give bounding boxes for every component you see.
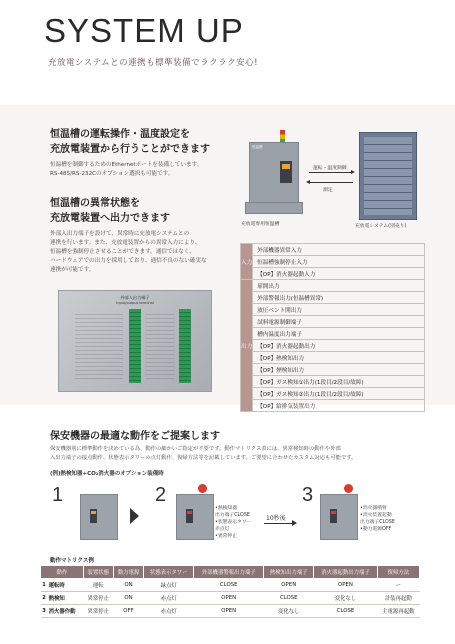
io-item: 【OP】ガス検知②出力(1段目/2段目/故障) (253, 388, 425, 400)
terminal-block-left (129, 309, 141, 383)
terminal-panel-title: 外部入出力端子 (120, 295, 150, 300)
section1-heading-line1: 恒温槽の運転操作・温度設定を (50, 129, 190, 140)
io-row (241, 280, 425, 292)
control-panel (90, 509, 97, 523)
io-row (241, 388, 425, 400)
io-row (241, 364, 425, 376)
chamber-base (245, 202, 303, 214)
terminal-labels-right (145, 311, 175, 381)
arrow-left-icon (306, 180, 310, 184)
matrix-header: 装置状態 (83, 566, 113, 579)
matrix-header: 復帰方法 (377, 566, 419, 579)
terminal-block-right (179, 309, 191, 383)
io-row (241, 376, 425, 388)
page-title: SYSTEM UP (44, 12, 244, 49)
page-subtitle: 充放電システムとの連携も標準装備でラクラク安心! (48, 58, 259, 68)
io-item: 【OP】消火器起動入力 (253, 268, 425, 280)
chamber-unit: 恒温槽 (249, 142, 299, 204)
section1-body-line1: 恒温槽を制御するためのEthernetポートを装備しています。 (50, 162, 203, 168)
system-diagram (235, 124, 423, 234)
io-item: 槽内温度出力端子 (253, 328, 425, 340)
io-item: 試料電源制御端子 (253, 316, 425, 328)
step3-number: 3 (302, 484, 314, 506)
step2-machine (176, 494, 214, 540)
io-row (241, 340, 425, 352)
matrix-header: 外部機器警報出力端子 (194, 566, 264, 579)
alarm-icon (344, 484, 353, 493)
matrix-table (40, 565, 420, 618)
io-item: 放圧ベント開出力 (253, 304, 425, 316)
section2-body-line: 恒温槽を強制停止させることができます。通信ではなく、 (50, 249, 195, 255)
io-item: 恒温槽強制停止入力 (253, 256, 425, 268)
control-display (282, 164, 290, 169)
section2-body-line: 連携を行います。また、充放電装置からの異常入力により、 (50, 240, 201, 246)
step1-machine (80, 494, 118, 540)
step3-bullets: •消火器噴射 •消火装置起動 出力端子CLOSE •動力電源OFF (360, 506, 395, 532)
measure-arrow (309, 182, 353, 183)
io-row (241, 316, 425, 328)
input-label: 入力 (241, 244, 253, 280)
io-row (241, 304, 425, 316)
matrix-header: 動作 (41, 566, 84, 579)
charge-discharge-cabinet (359, 132, 417, 220)
io-row (241, 256, 425, 268)
matrix-row: 2 熱検知 異常停止 ON 赤点灯 OPEN CLOSE 変化なし 計装再起動 (41, 592, 420, 605)
matrix-row: 1 運転時 運転 ON 緑点灯 CLOSE OPEN OPEN ー (41, 579, 420, 592)
step3-machine (320, 494, 358, 540)
alarm-icon (198, 484, 207, 493)
matrix-header: 消火器起動出力端子 (314, 566, 377, 579)
io-table (240, 243, 425, 412)
terminal-labels-left (75, 311, 123, 381)
section2-body-line: 外部入出力端子を設けて、異常時に充放電システムとの (50, 231, 190, 237)
io-item: 扉開出力 (253, 280, 425, 292)
io-item: 外部機器異常入力 (253, 244, 425, 256)
step2-number: 2 (155, 484, 167, 506)
section1 (50, 127, 210, 179)
io-row (241, 244, 425, 256)
io-row (241, 328, 425, 340)
section3-body-line2: 入出力端子の接点動作、状態表示タワーの点灯動作、復帰方法等を記載しています。ご要望に合わせたカスタム対応も可能です。 (50, 455, 357, 461)
terminal-panel-photo (58, 290, 212, 392)
matrix-header: 動力電源 (113, 566, 143, 579)
control-arrow (309, 172, 353, 173)
example-label: (例)熱検知器+CO₂消火器のオプション装備時 (50, 471, 164, 477)
section2-heading-line2: 充放電装置へ出力できます (50, 213, 170, 224)
io-item: 【OP】消火器起動出力 (253, 340, 425, 352)
section2-heading-line1: 恒温槽の異常状態を (50, 198, 140, 209)
arrow-right-icon (292, 520, 297, 526)
control-label: 運転・温度制御 (313, 166, 347, 171)
output-label: 出力 (241, 280, 253, 412)
matrix-header-row (41, 566, 420, 579)
section3-heading: 保安機器の最適な動作をご提案します (50, 431, 220, 442)
time-arrow-line (264, 523, 294, 524)
control-panel (330, 509, 337, 523)
control-panel (280, 161, 292, 183)
io-row (241, 352, 425, 364)
step2-bullets: •熱検知器 出力端子CLOSE •状態表示タワー 赤点灯 •異常停止 (215, 506, 252, 539)
io-item: 【OP】給排気装置出力 (253, 400, 425, 412)
io-row (241, 268, 425, 280)
matrix-row: 3 消火器作動 異常停止 OFF 赤点灯 OPEN 変化なし CLOSE 主電源再起動 (41, 605, 420, 618)
section3-body-line1: 保安機器別に標準動作を決めている為、動作の細かいご指定が不要です。動作マトリクス表には、異常検知時の動作や外部 (50, 446, 341, 452)
step-arrow-icon (130, 508, 139, 524)
section2-body (50, 230, 207, 275)
matrix-title: 動作マトリクス例 (50, 558, 94, 564)
caption-cabinet: 充放電システム(別売り) (355, 224, 407, 229)
arrow-right-icon (351, 170, 355, 174)
step1-number: 1 (52, 484, 64, 506)
io-item: 【OP】ガス検知①出力(1段目/2段目/故障) (253, 376, 425, 388)
section1-body-line2: RS-485/RS-232Cのオプション選択も可能です。 (50, 171, 174, 177)
io-item: 外部警報出力(恒温槽異常) (253, 292, 425, 304)
io-row (241, 292, 425, 304)
terminal-panel-subtitle: Input/output terminal (116, 301, 154, 305)
io-item: 【OP】煙検知出力 (253, 364, 425, 376)
caption-chamber: 充放電専用恒温槽 (241, 222, 280, 227)
control-panel (186, 509, 193, 523)
cabinet-rack (364, 137, 412, 215)
section2 (50, 196, 207, 275)
section1-heading-line2: 充放電装置から行うことができます (50, 144, 210, 155)
section2-body-line: ハードウェアでの出力を採用しており、通信不良のない確実な (50, 258, 207, 264)
arrow-label: 10秒後 (266, 515, 286, 522)
section2-body-line: 連携が可能です。 (50, 267, 95, 273)
measure-label: 測定 (323, 188, 333, 193)
matrix-header: 状態表示タワー (144, 566, 194, 579)
io-row (241, 400, 425, 412)
io-item: 【OP】熱検知出力 (253, 352, 425, 364)
matrix-header: 熱検知出力端子 (264, 566, 314, 579)
